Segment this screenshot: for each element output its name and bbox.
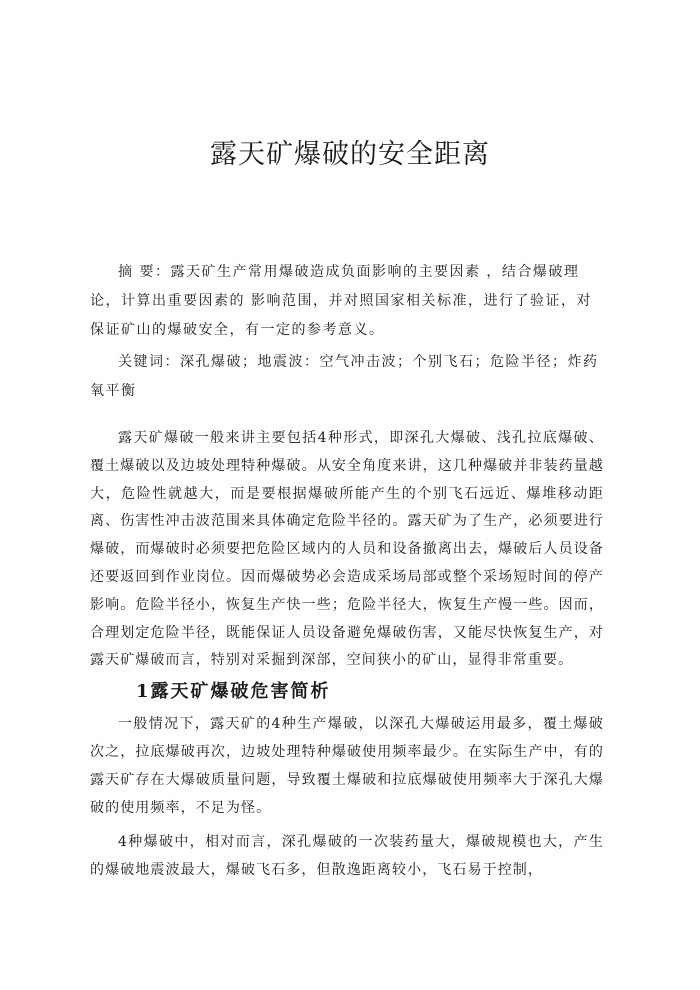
section-heading: 1露天矿爆破危害简析 <box>136 681 331 703</box>
abstract-block <box>90 258 602 406</box>
body-paragraph: 一般情况下，露天矿的4种生产爆破，以深孔大爆破运用最多，覆土爆破次之，拉底爆破再次，边坡处理特种爆破使用频率最少。在实际生产中，有的露天矿存在大爆破质量问题，导致覆土爆破和拉底爆破使用频率大于深孔大爆破的使用频率，不足为怪。 <box>90 716 604 816</box>
body-paragraph: 4种爆破中，相对而言，深孔爆破的一次装药量大，爆破规模也大，产生的爆破地震波最大，爆破飞石多，但散逸距离较小，飞石易于控制， <box>90 834 604 879</box>
document-body <box>90 425 604 885</box>
keywords-text: 关键词：深孔爆破；地震波：空气冲击波；个别飞石；危险半径；炸药氧平衡 <box>90 354 599 399</box>
abstract-text: 摘 要：露天矿生产常用爆破造成负面影响的主要因素 ，结合爆破理论，计算出重要因素的 影响范围，并对照国家相关标准，进行了验证，对保证矿山的爆破安全，有一定的参考意义。 <box>90 264 592 338</box>
body-paragraph: 露天矿爆破一般来讲主要包括4种形式，即深孔大爆破、浅孔拉底爆破、覆土爆破以及边坡处理特种爆破。从安全角度来讲，这几种爆破并非装药量越大，危险性就越大，而是要根据爆破所能产生的个别飞石远近、爆堆移动距离、伤害性冲击波范围来具体确定危险半径的。露天矿为了生产，必须要进行爆破，而爆破时必须要把危险区域内的人员和设备撤离出去，爆破后人员设备还要返回到作业岗位。因而爆破势必会造成采场局部或整个采场短时间的停产影响。危险半径小，恢复生产快一些；危险半径大，恢复生产慢一些。因而，合理划定危险半径，既能保证人员设备避免爆破伤害，又能尽快恢复生产，对露天矿爆破而言，特别对采掘到深部，空间狭小的矿山，显得非常重要。 <box>90 430 604 669</box>
document-title: 露天矿爆破的安全距离 <box>210 139 490 170</box>
